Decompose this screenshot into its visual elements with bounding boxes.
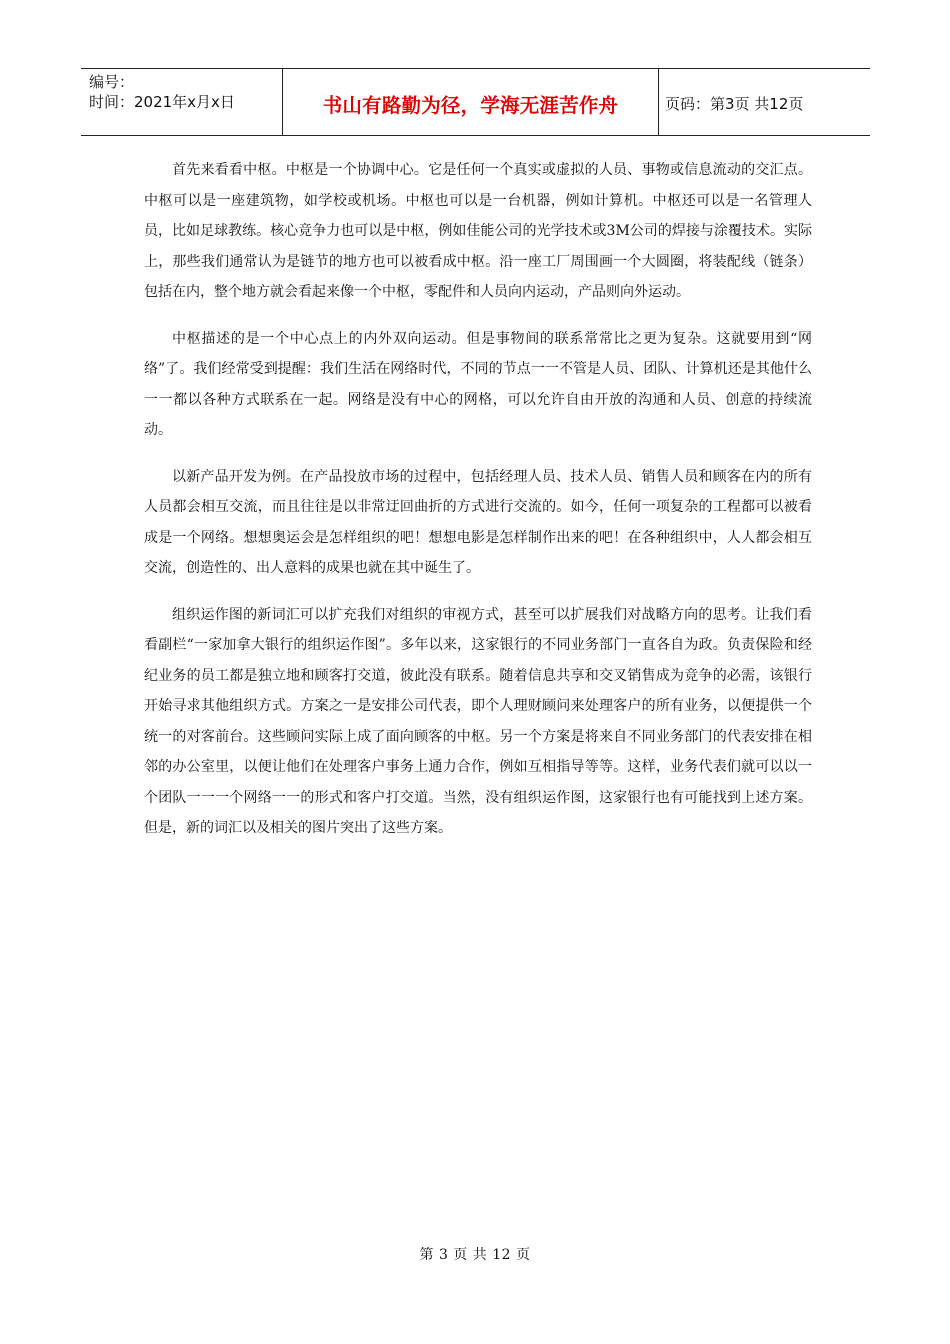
document-number-label: 编号： [89,73,135,91]
header-page-cell [659,69,870,135]
document-body [144,155,812,860]
body-paragraph: 组织运作图的新词汇可以扩充我们对组织的审视方式，甚至可以扩展我们对战略方向的思考。让我们看看副栏“一家加拿大银行的组织运作图”。多年以来，这家银行的不同业务部门一直各自为政。负责保险和经纪业务的员工都是独立地和顾客打交道，彼此没有联系。随着信息共享和交叉销售成为竞争的必需，该银行开始寻求其他组织方式。方案之一是安排公司代表，即个人理财顾问来处理客户的所有业务，以便提供一个统一的对客前台。这些顾问实际上成了面向顾客的中枢。另一个方案是将来自不同业务部门的代表安排在相邻的办公室里，以便让他们在处理客户事务上通力合作，例如互相指导等等。这样，业务代表们就可以以一个团队一一一个网络一一的形式和客户打交道。当然，没有组织运作图，这家银行也有可能找到上述方案。但是，新的词汇以及相关的图片突出了这些方案。 [144,606,812,836]
body-paragraph: 首先来看看中枢。中枢是一个协调中心。它是任何一个真实或虚拟的人员、事物或信息流动的交汇点。中枢可以是一座建筑物，如学校或机场。中枢也可以是一台机器，例如计算机。中枢还可以是一名管理人员，比如足球教练。核心竞争力也可以是中枢，例如佳能公司的光学技术或3M公司的焊接与涂覆技术。实际上，那些我们通常认为是链节的地方也可以被看成中枢。沿一座工厂周围画一个大圆圈，将装配线（链条）包括在内，整个地方就会看起来像一个中枢，零配件和人员向内运动，产品则向外运动。 [144,162,812,300]
page-footer [0,1244,950,1264]
footer-page-number: 第 3 页 共 12 页 [419,1247,531,1263]
body-paragraph: 中枢描述的是一个中心点上的内外双向运动。但是事物间的联系常常比之更为复杂。这就要用到“网络”了。我们经常受到提醒：我们生活在网络时代，不同的节点一一不管是人员、团队、计算机还是其他什么一一都以各种方式联系在一起。网络是没有中心的网格，可以允许自由开放的沟通和人员、创意的持续流动。 [144,330,812,438]
header-motto-cell [283,69,659,135]
document-date: 时间：2021年x月x日 [89,93,235,111]
body-paragraph: 以新产品开发为例。在产品投放市场的过程中，包括经理人员、技术人员、销售人员和顾客在内的所有人员都会相互交流，而且往往是以非常迂回曲折的方式进行交流的。如今，任何一项复杂的工程都可以被看成是一个网络。想想奥运会是怎样组织的吧！想想电影是怎样制作出来的吧！在各种组织中，人人都会相互交流，创造性的、出人意料的成果也就在其中诞生了。 [144,468,812,576]
header-page-number: 页码：第3页 共12页 [665,95,804,113]
header-motto: 书山有路勤为径，学海无涯苦作舟 [322,94,619,117]
header-meta-cell [81,69,283,135]
document-header [81,68,870,136]
